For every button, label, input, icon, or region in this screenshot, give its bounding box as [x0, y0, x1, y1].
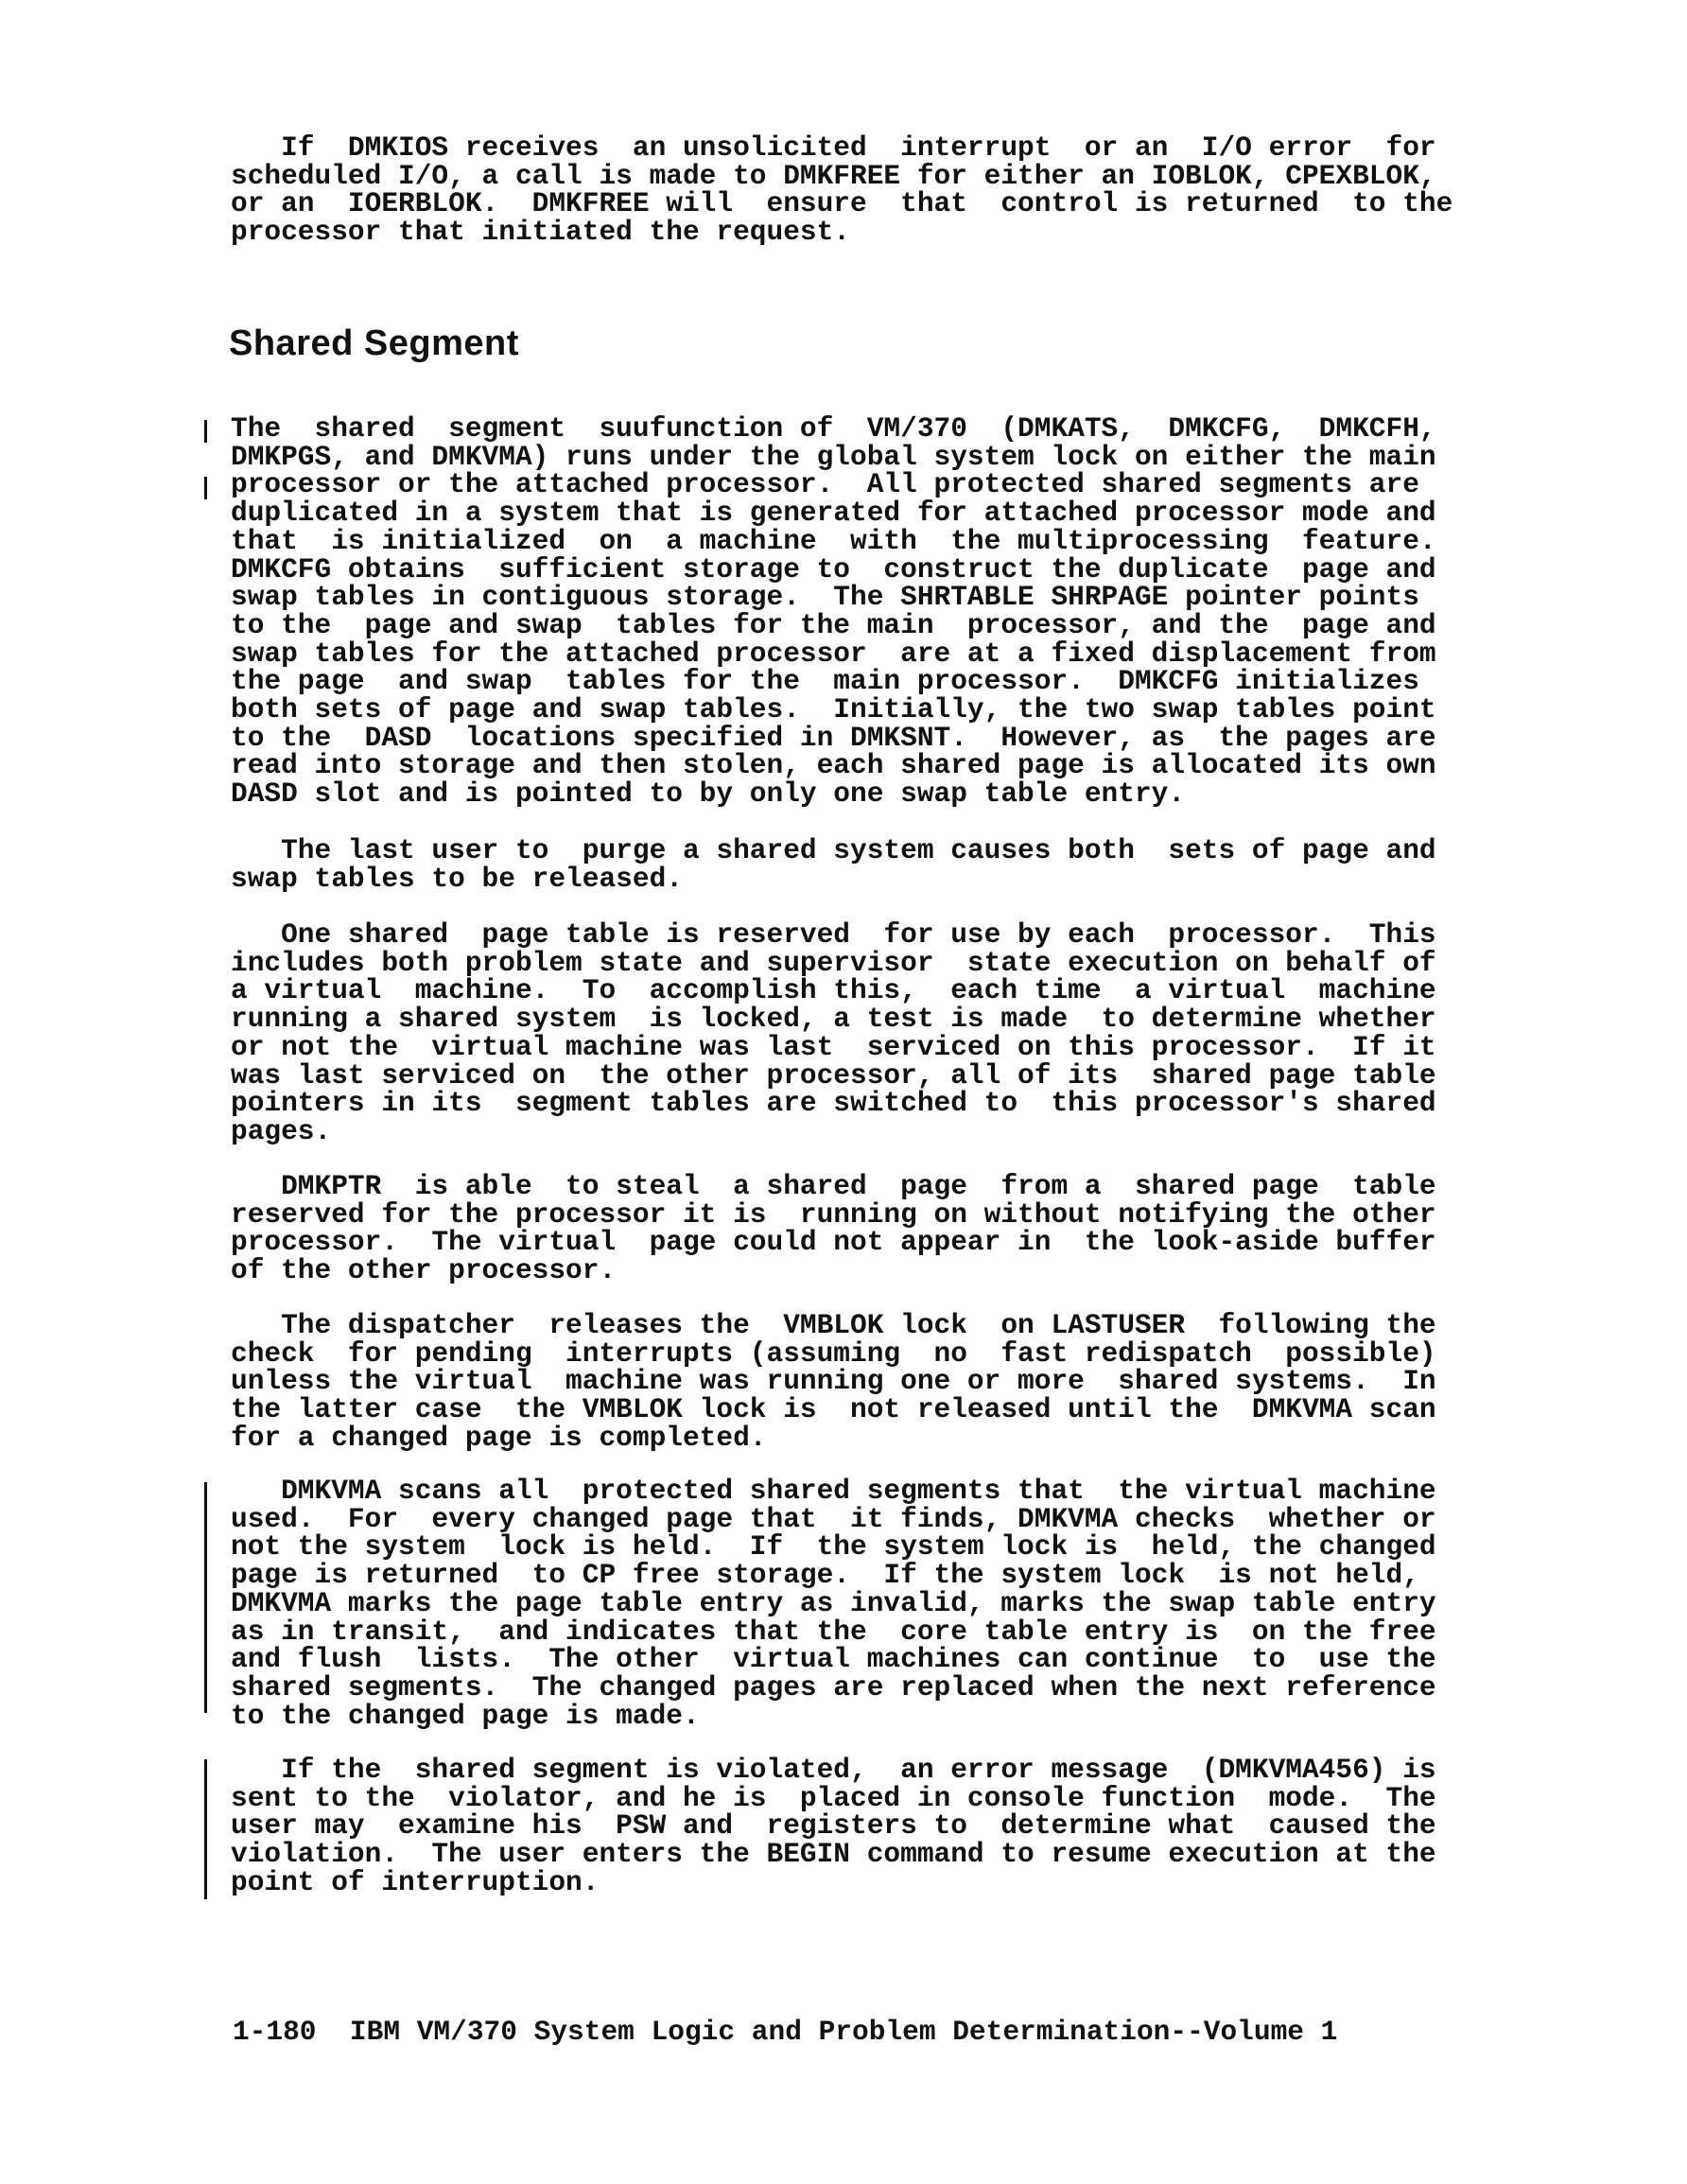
page-footer: 1-180 IBM VM/370 System Logic and Problem Determination--Volume 1 — [233, 2016, 1338, 2048]
revision-bar — [204, 1482, 207, 1713]
paragraph-page-table: One shared page table is reserved for use by each processor. This includes both problem state and supervisor state execution on behalf of a virtual machine. To accomplish this, each time a virtual machine running a shared system is locked, a test is made to determine whether or not the virtual machine was last serviced on this processor. If it was last serviced on the other processor, all of its shared page table pointers in its segment tables are switched to this processor's shared pages. — [231, 918, 1436, 1147]
paragraph-violation: If the shared segment is violated, an error message (DMKVMA456) is sent to the violator, and he is placed in console function mode. The user may examine his PSW and registers to determine what caused the violation. The user enters the BEGIN command to resume execution at the point of interruption. — [231, 1754, 1436, 1898]
section-heading: Shared Segment — [229, 323, 519, 363]
revision-bar — [204, 477, 207, 499]
paragraph-dmkvma: DMKVMA scans all protected shared segments that the virtual machine used. For every changed page that it finds, DMKVMA checks whether or not the system lock is held. If the system lock is held, the changed page is returned to CP free storage. If the system lock is not held, DMKVMA marks the page table entry as invalid, marks the swap table entry as in transit, and indicates that the core table entry is on the free and flush lists. The other virtual machines can continue to use the shared segments. The changed pages are replaced when the next reference to the changed page is made. — [231, 1475, 1436, 1732]
revision-bar — [204, 1759, 207, 1899]
revision-bar — [204, 420, 207, 443]
paragraph-dmkptr: DMKPTR is able to steal a shared page from a shared page table reserved for the processor it is running on without notifying the other processor. The virtual page could not appear in the look-aside buffer of the other processor. — [231, 1170, 1436, 1287]
intro-paragraph: If DMKIOS receives an unsolicited interrupt or an I/O error for scheduled I/O, a call is made to DMKFREE for either an IOBLOK, CPEXBLOK, or an IOERBLOK. DMKFREE will ensure that control is returned to the processor that initiated the request. — [231, 131, 1453, 249]
paragraph-shared-segment-intro: The shared segment suufunction of VM/370 (DMKATS, DMKCFG, DMKCFH, DMKPGS, and DMKVMA) runs under the global system lock on either the main processor or the attached processor. All protected shared segments are duplicated in a system that is generated for attached processor mode and that is initialized on a machine with the multiprocessing feature. DMKCFG obtains sufficient storage to construct the duplicate page and swap tables in contiguous storage. The SHRTABLE SHRPAGE pointer points to the page and swap tables for the main processor, and the page and swap tables for the attached processor are at a fixed displacement from the page and swap tables for the main processor. DMKCFG initializes both sets of page and swap tables. Initially, the two swap tables point to the DASD locations specified in DMKSNT. However, as the pages are read into storage and then stolen, each shared page is allocated its own DASD slot and is pointed to by only one swap table entry. — [231, 412, 1436, 811]
paragraph-last-user: The last user to purge a shared system causes both sets of page and swap tables to be released. — [231, 834, 1436, 895]
paragraph-dispatcher: The dispatcher releases the VMBLOK lock on LASTUSER following the check for pending interrupts (assuming no fast redispatch possible) unless the virtual machine was running one or more shared systems. In the latter case the VMBLOK lock is not released until the DMKVMA scan for a changed page is completed. — [231, 1309, 1436, 1454]
